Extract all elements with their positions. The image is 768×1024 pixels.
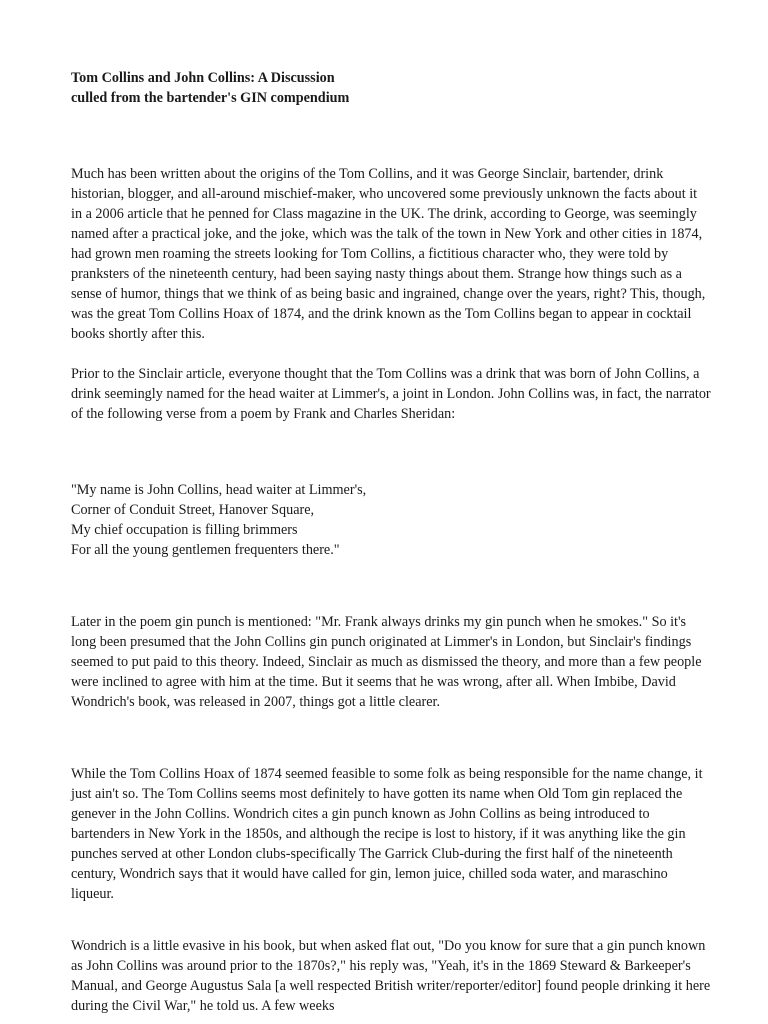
verse-line: For all the young gentlemen frequenters there.": [71, 542, 340, 558]
paragraph-1: Much has been written about the origins of the Tom Collins, and it was George Sinclair, bartender, drink historian, blogger, and all-around mischief-maker, who uncovered some previously unknown the facts about it in a 2006 article that he penned for Class magazine in the UK. The drink, according to George, was seemingly named after a practical joke, and the joke, which was the talk of the town in New York and other cities in 1874, had grown men roaming the streets looking for Tom Collins, a fictitious character who, they were told by pranksters of the nineteenth century, had been saying nasty things about them. Strange how things such as a sense of humor, things that we think of as being basic and ingrained, change over the years, right? This, though, was the great Tom Collins Hoax of 1874, and the drink known as the Tom Collins began to appear in cocktail books shortly after this.: [71, 166, 706, 342]
poem-verse: [71, 480, 711, 560]
paragraph-2: Prior to the Sinclair article, everyone thought that the Tom Collins was a drink that was born of John Collins, a drink seemingly named for the head waiter at Limmer's, a joint in London. John Collins was, in fact, the narrator of the following verse from a poem by Frank and Charles Sheridan:: [71, 366, 711, 422]
paragraph-3: Later in the poem gin punch is mentioned: "Mr. Frank always drinks my gin punch when he smokes." So it's long been presumed that the John Collins gin punch originated at Limmer's in London, but Sinclair's findings seemed to put paid to this theory. Indeed, Sinclair as much as dismissed the theory, and more than a few people were inclined to agree with him at the time. But it seems that he was wrong, after all. When Imbibe, David Wondrich's book, was released in 2007, things got a little clearer.: [71, 614, 702, 710]
paragraph-4: While the Tom Collins Hoax of 1874 seemed feasible to some folk as being responsible for the name change, it just ain't so. The Tom Collins seems most definitely to have gotten its name when Old Tom gin replaced the genever in the John Collins. Wondrich cites a gin punch known as John Collins as being introduced to bartenders in New York in the 1850s, and although the recipe is lost to history, if it was anything like the gin punches served at other London clubs-specifically The Garrick Club-during the first half of the nineteenth century, Wondrich says that it would have called for gin, lemon juice, chilled soda water, and maraschino liqueur.: [71, 766, 703, 902]
verse-line: "My name is John Collins, head waiter at Limmer's,: [71, 482, 367, 498]
document-page: [71, 68, 711, 1016]
verse-line: My chief occupation is filling brimmers: [71, 522, 298, 538]
verse-line: Corner of Conduit Street, Hanover Square,: [71, 502, 315, 518]
paragraph-5: Wondrich is a little evasive in his book, but when asked flat out, "Do you know for sure that a gin punch known as John Collins was around prior to the 1870s?," his reply was, "Yeah, it's in the 1869 Steward & Barkeeper's Manual, and George Augustus Sala [a well respected British writer/reporter/editor] found people drinking it here during the Civil War," he told us. A few weeks: [71, 938, 711, 1014]
document-title: Tom Collins and John Collins: A Discussion: [71, 70, 335, 86]
document-subtitle: culled from the bartender's GIN compendium: [71, 90, 350, 106]
